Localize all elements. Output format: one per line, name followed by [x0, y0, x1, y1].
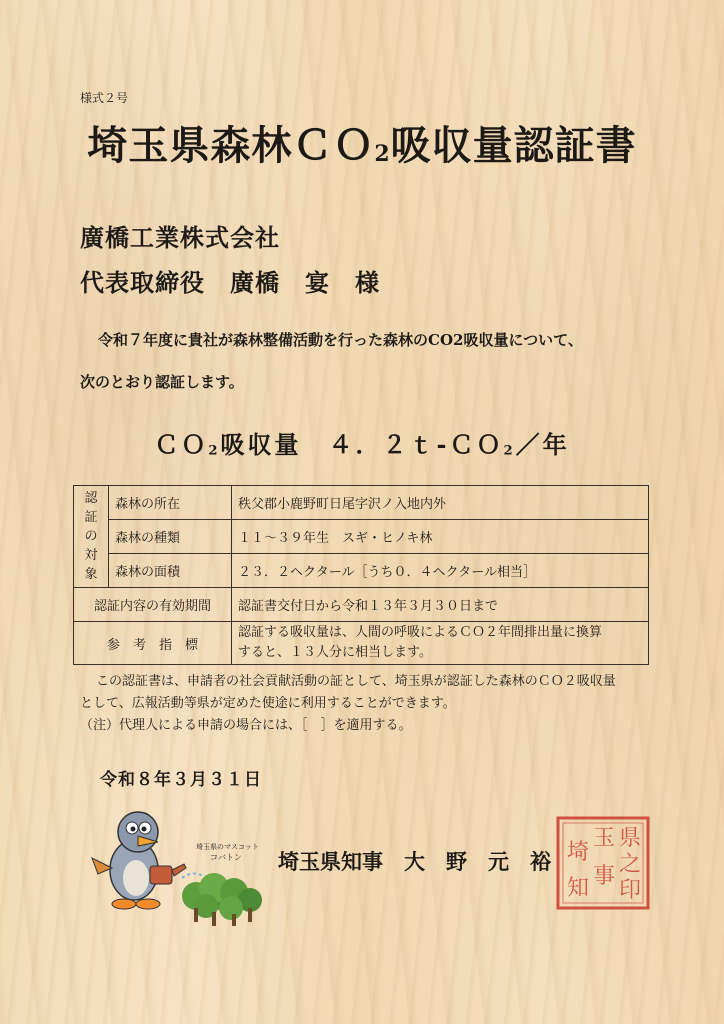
recipient-representative: 代表取締役 廣橋 宴 様	[80, 268, 380, 297]
table-row	[74, 622, 649, 665]
vertical-char: 対	[84, 548, 98, 563]
forest-type-value: １１～３９年生 スギ・ヒノキ林	[232, 520, 649, 554]
amount-part: ／年	[515, 430, 570, 459]
forest-type-label: 森林の種類	[109, 520, 232, 554]
body-line-2: 次のとおり認証します。	[80, 373, 244, 391]
amount-subscript: 2	[503, 443, 516, 459]
seal-char: 埼	[567, 840, 590, 865]
mascot-caption: 埼玉県のマスコット	[196, 843, 259, 851]
table-row	[74, 554, 649, 588]
vertical-char: 象	[84, 567, 98, 582]
governor-signature: 埼玉県知事 大 野 元 裕	[278, 849, 551, 874]
table-row	[74, 588, 649, 622]
vertical-char: の	[84, 529, 98, 544]
seal-char: 印	[619, 878, 642, 903]
note-line-3: （注）代理人による申請の場合には、［ ］を適用する。	[80, 718, 412, 733]
recipient-company: 廣橋工業株式会社	[80, 223, 280, 252]
title-part: 埼玉県森林ＣＯ	[87, 122, 375, 169]
seal-char: 知	[567, 876, 590, 901]
title-subscript: 2	[374, 141, 391, 168]
seal-char: 県	[619, 826, 642, 851]
mascot-name: コバトン	[210, 853, 242, 862]
amount-part: 吸収量 ４．２ｔ-ＣＯ	[220, 430, 504, 459]
reference-line-1: 認証する吸収量は、人間の呼吸によるＣＯ２年間排出量に換算	[238, 625, 603, 640]
seal-char: 玉	[593, 826, 616, 851]
absorption-amount	[0, 425, 724, 460]
seal-char: 事	[593, 864, 616, 889]
table-row	[74, 520, 649, 554]
kobaton-mascot-illustration	[86, 808, 266, 938]
certificate-title	[0, 114, 724, 171]
amount-subscript: 2	[208, 443, 221, 459]
validity-period-label: 認証内容の有効期間	[74, 588, 232, 622]
reference-line-2: すると、１３人分に相当します。	[238, 645, 432, 660]
forest-location-label: 森林の所在	[109, 486, 232, 520]
forest-area-value: ２３．２ヘクタール［うち０．４ヘクタール相当］	[232, 554, 649, 588]
certification-table	[73, 485, 649, 665]
amount-part: ＣＯ	[154, 430, 209, 459]
vertical-char: 認	[84, 491, 98, 506]
forest-location-value: 秩父郡小鹿野町日尾字沢ノ入地内外	[232, 486, 649, 520]
title-part: 吸収量認証書	[390, 122, 637, 169]
reference-indicator-value	[232, 622, 649, 665]
body-line-1: 令和７年度に貴社が森林整備活動を行った森林のCO2吸収量について、	[98, 331, 583, 349]
table-row	[74, 486, 649, 520]
issue-date: 令和８年３月３１日	[100, 770, 262, 790]
validity-period-value: 認証書交付日から令和１３年３月３０日まで	[232, 588, 649, 622]
certification-target-label	[74, 486, 109, 588]
reference-indicator-label: 参 考 指 標	[74, 622, 232, 665]
note-line-2: として、広報活動等県が定めた使途に利用することができます。	[80, 696, 456, 711]
forest-area-label: 森林の面積	[109, 554, 232, 588]
official-seal-stamp	[555, 815, 651, 911]
note-line-1: この認証書は、申請者の社会貢献活動の証として、埼玉県が認証した森林のＣＯ２吸収量	[96, 674, 616, 689]
vertical-char: 証	[84, 510, 98, 525]
seal-char: 之	[619, 852, 642, 877]
form-number: 様式２号	[80, 91, 129, 105]
